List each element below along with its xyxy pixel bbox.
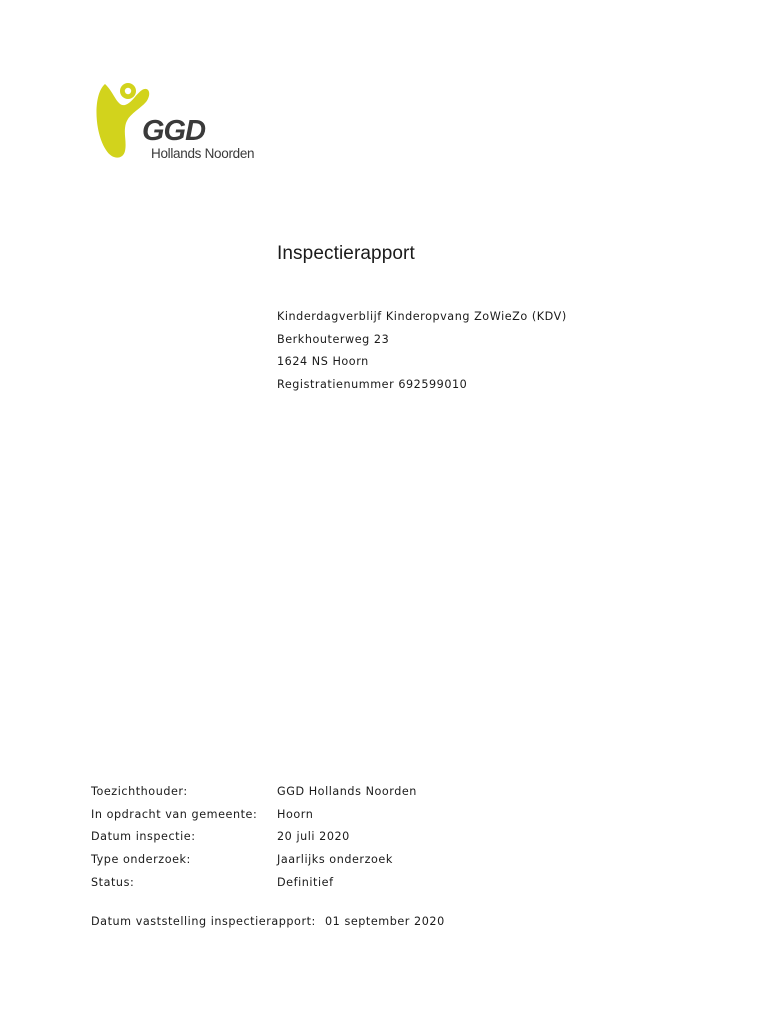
vaststelling-label: Datum vaststelling inspectierapport: <box>91 915 316 928</box>
detail-row-datum-inspectie <box>91 826 417 849</box>
detail-value: Jaarlijks onderzoek <box>277 853 393 867</box>
ggd-logo-graphic <box>92 78 277 164</box>
report-details <box>91 780 417 894</box>
facility-postal-city: 1624 NS Hoorn <box>277 355 369 368</box>
facility-address-block <box>277 306 567 396</box>
detail-row-toezichthouder <box>91 780 417 803</box>
detail-value: GGD Hollands Noorden <box>277 784 417 798</box>
facility-registration-number: Registratienummer 692599010 <box>277 377 468 391</box>
detail-label: Datum inspectie: <box>91 830 196 844</box>
report-title: Inspectierapport <box>277 243 415 264</box>
logo-wordmark: GGD <box>142 115 206 147</box>
facility-name: Kinderdagverblijf Kinderopvang ZoWieZo (KDV) <box>277 310 567 323</box>
detail-row-status <box>91 871 417 894</box>
detail-row-gemeente <box>91 803 417 826</box>
detail-row-type-onderzoek <box>91 848 417 871</box>
facility-street: Berkhouterweg 23 <box>277 332 390 346</box>
vaststelling-date: 01 september 2020 <box>325 915 445 928</box>
detail-label: In opdracht van gemeente: <box>91 807 258 821</box>
vaststelling-row <box>91 915 445 928</box>
detail-value: Hoorn <box>277 807 314 821</box>
detail-label: Type onderzoek: <box>91 853 191 867</box>
ggd-logo <box>92 78 277 164</box>
detail-value: Definitief <box>277 876 334 890</box>
logo-subline: Hollands Noorden <box>151 146 255 161</box>
detail-label: Toezichthouder: <box>91 784 188 798</box>
logo-figure-head-inner <box>125 88 131 94</box>
detail-value: 20 juli 2020 <box>277 830 350 844</box>
detail-label: Status: <box>91 876 135 890</box>
